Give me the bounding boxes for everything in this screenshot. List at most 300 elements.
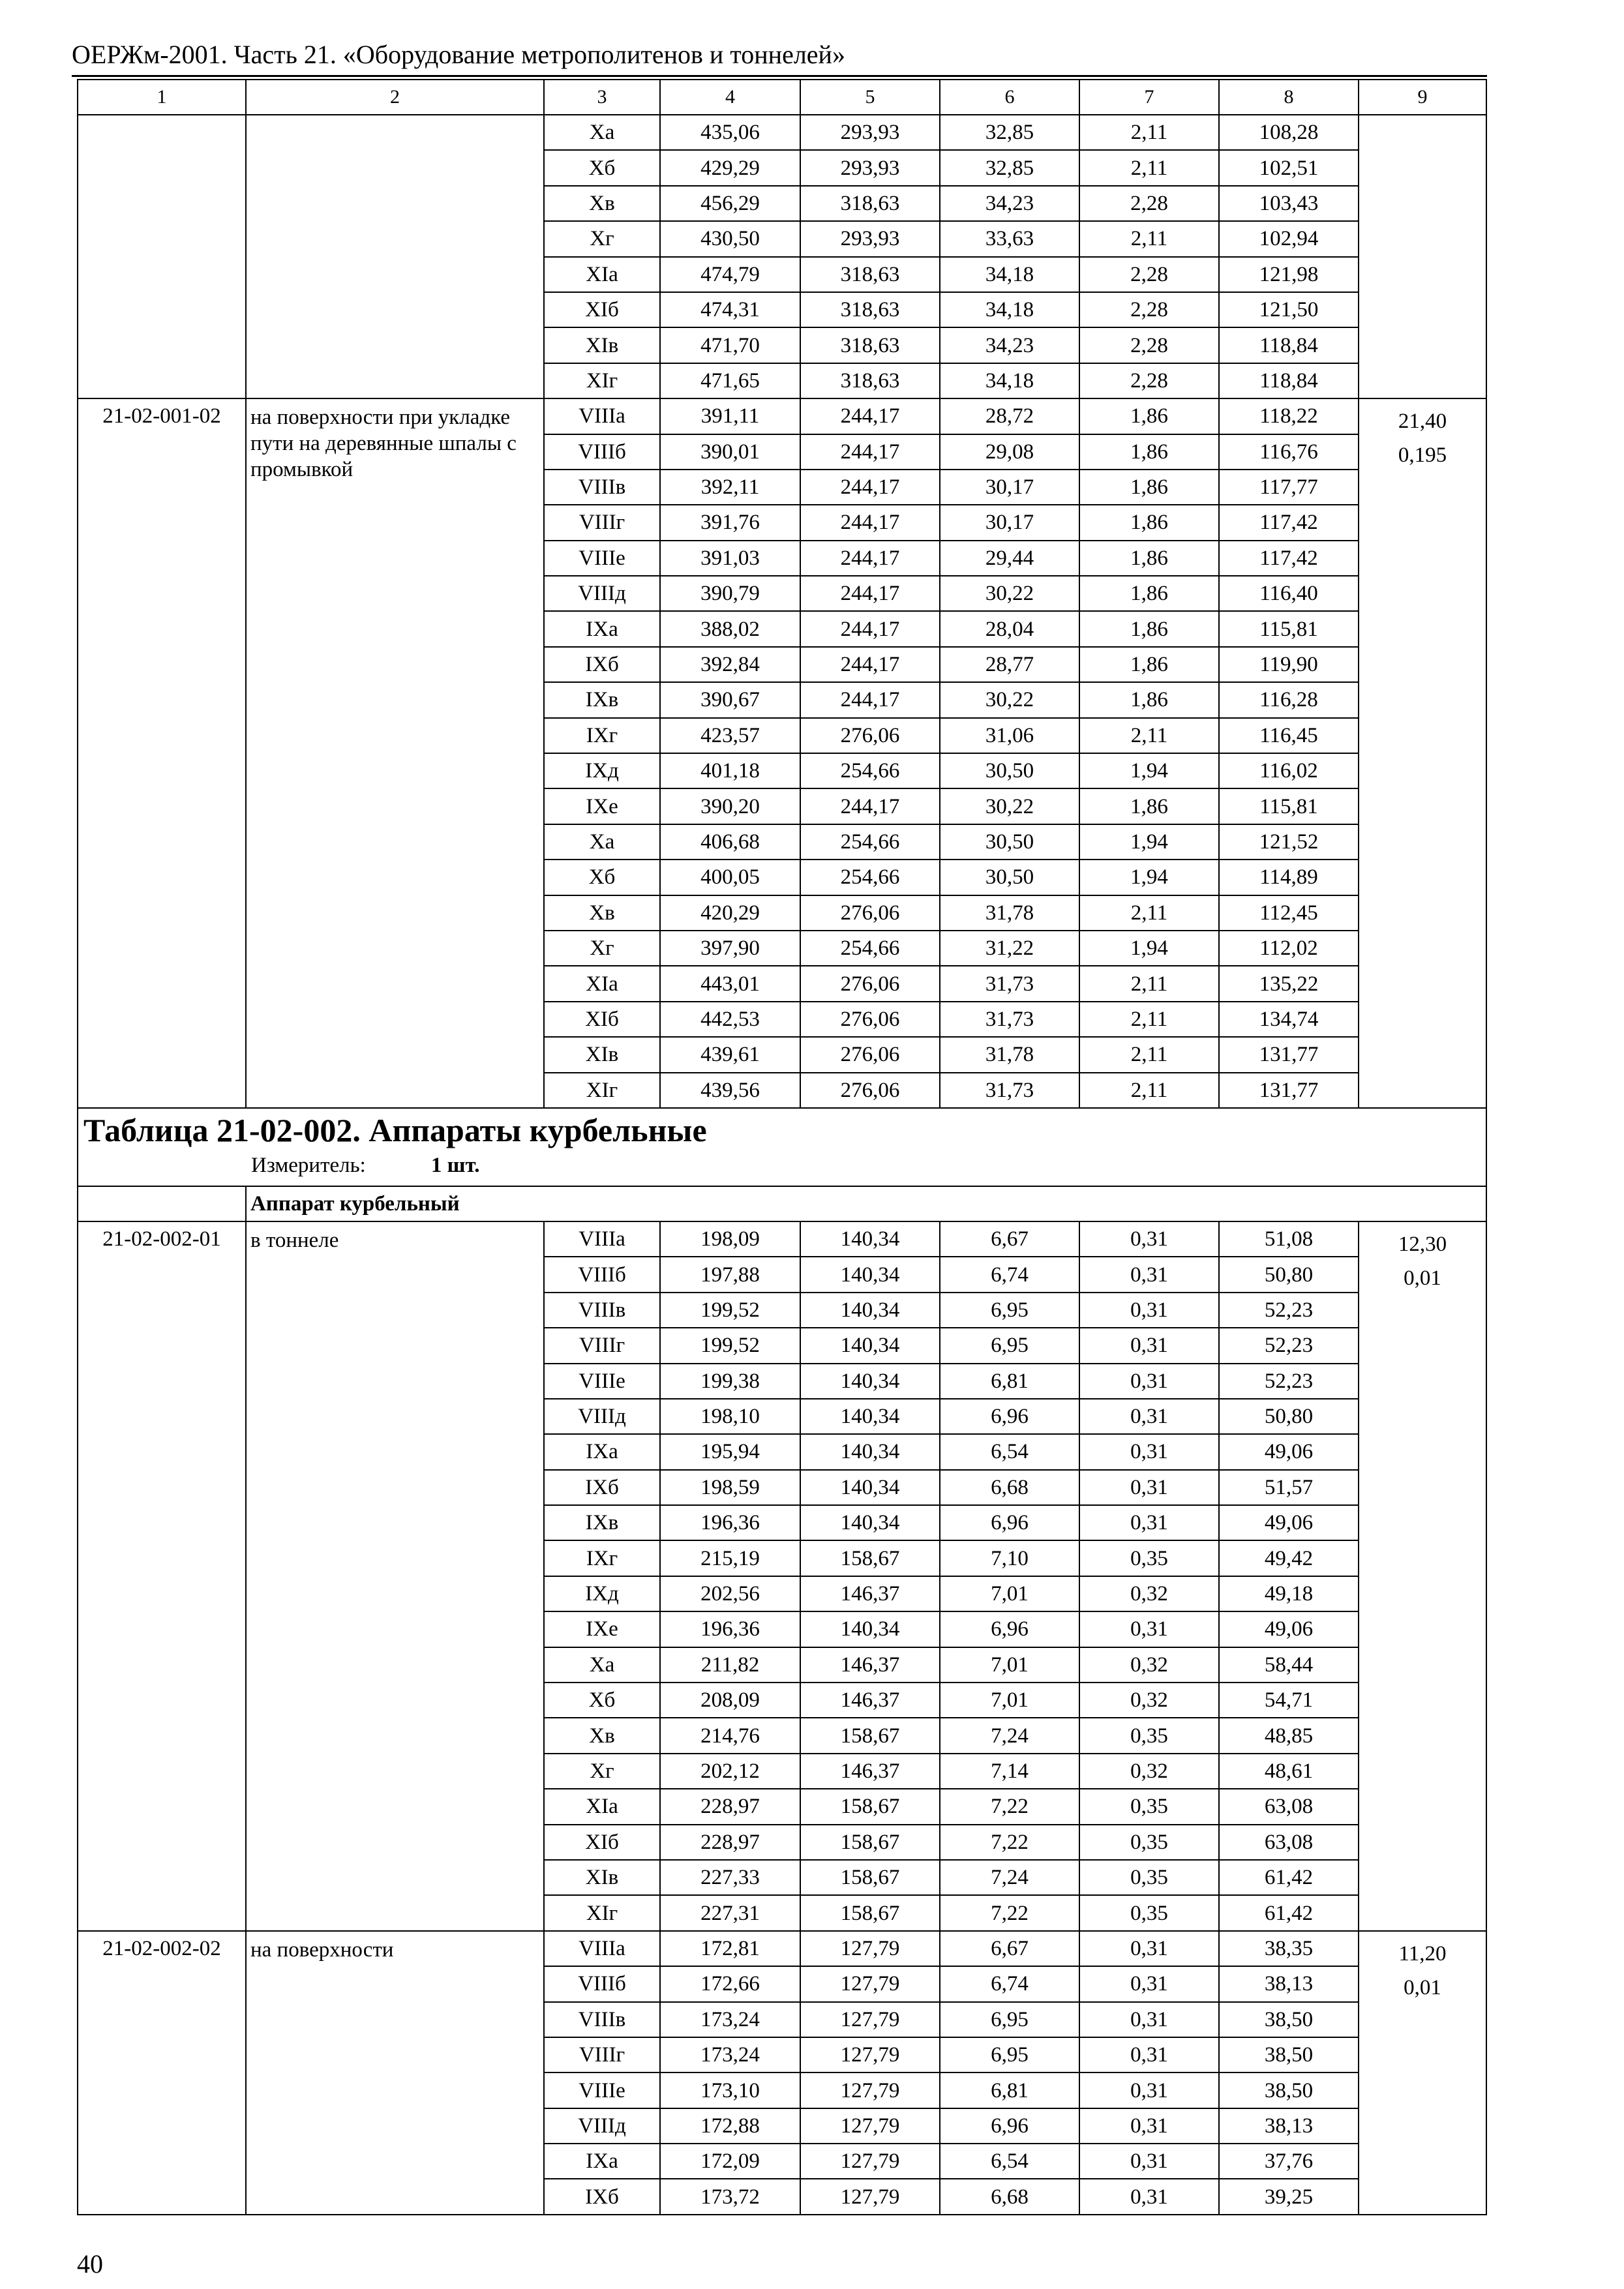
value-cell: 244,17	[800, 647, 940, 682]
value-cell: 7,01	[940, 1576, 1079, 1611]
value-cell: 2,11	[1079, 718, 1219, 753]
value-cell: 1,86	[1079, 611, 1219, 646]
zone-cell: Xб	[544, 860, 660, 895]
value-cell: 474,79	[660, 257, 800, 292]
value-cell: 140,34	[800, 1505, 940, 1540]
value-cell: 318,63	[800, 257, 940, 292]
value-cell: 390,20	[660, 788, 800, 824]
column-number: 6	[940, 80, 1079, 115]
value-cell: 102,51	[1219, 150, 1359, 185]
value-cell: 49,06	[1219, 1434, 1359, 1469]
value-cell: 158,67	[800, 1789, 940, 1824]
zone-cell: Xг	[544, 931, 660, 966]
value-cell: 0,32	[1079, 1754, 1219, 1789]
value-cell: 140,34	[800, 1221, 940, 1257]
value-cell: 198,10	[660, 1399, 800, 1434]
value-cell: 140,34	[800, 1293, 940, 1328]
value-cell: 158,67	[800, 1860, 940, 1895]
value-cell: 58,44	[1219, 1647, 1359, 1683]
extra-values	[1359, 115, 1486, 398]
column-number: 1	[78, 80, 246, 115]
value-cell: 293,93	[800, 115, 940, 150]
value-cell: 0,31	[1079, 1611, 1219, 1647]
value-cell: 391,11	[660, 398, 800, 434]
value-cell: 121,50	[1219, 292, 1359, 327]
value-cell: 31,78	[940, 895, 1079, 931]
value-cell: 1,86	[1079, 434, 1219, 470]
value-cell: 0,35	[1079, 1895, 1219, 1930]
value-cell: 215,19	[660, 1540, 800, 1576]
value-cell: 1,86	[1079, 541, 1219, 576]
zone-cell: XIa	[544, 257, 660, 292]
value-cell: 127,79	[800, 2037, 940, 2072]
zone-cell: Xг	[544, 221, 660, 256]
value-cell: 146,37	[800, 1576, 940, 1611]
value-cell: 121,98	[1219, 257, 1359, 292]
value-cell: 0,31	[1079, 1434, 1219, 1469]
value-cell: 31,06	[940, 718, 1079, 753]
value-cell: 420,29	[660, 895, 800, 931]
value-cell: 196,36	[660, 1505, 800, 1540]
rate-code: 21-02-002-02	[78, 1931, 246, 2215]
value-cell: 318,63	[800, 327, 940, 363]
value-cell: 121,52	[1219, 824, 1359, 860]
value-cell: 116,28	[1219, 682, 1359, 717]
value-cell: 134,74	[1219, 1002, 1359, 1037]
value-cell: 140,34	[800, 1434, 940, 1469]
value-cell: 48,85	[1219, 1718, 1359, 1753]
value-cell: 318,63	[800, 292, 940, 327]
value-cell: 32,85	[940, 150, 1079, 185]
value-cell: 439,56	[660, 1073, 800, 1108]
zone-cell: Xa	[544, 1647, 660, 1683]
value-cell: 7,10	[940, 1540, 1079, 1576]
value-cell: 202,56	[660, 1576, 800, 1611]
value-cell: 276,06	[800, 718, 940, 753]
value-cell: 38,35	[1219, 1931, 1359, 1966]
value-cell: 0,32	[1079, 1576, 1219, 1611]
value-cell: 227,33	[660, 1860, 800, 1895]
value-cell: 7,22	[940, 1825, 1079, 1860]
zone-cell: XIб	[544, 292, 660, 327]
value-cell: 112,45	[1219, 895, 1359, 931]
value-cell: 254,66	[800, 753, 940, 788]
value-cell: 1,86	[1079, 505, 1219, 540]
zone-cell: VIIIг	[544, 1328, 660, 1363]
zone-cell: Xб	[544, 150, 660, 185]
zone-cell: IXe	[544, 1611, 660, 1647]
table-section-header	[78, 1108, 1486, 1186]
header-rule	[72, 75, 1487, 77]
value-cell: 198,59	[660, 1470, 800, 1505]
value-cell: 254,66	[800, 860, 940, 895]
value-cell: 31,73	[940, 1073, 1079, 1108]
value-cell: 1,86	[1079, 398, 1219, 434]
value-cell: 196,36	[660, 1611, 800, 1647]
value-cell: 6,81	[940, 1364, 1079, 1399]
value-cell: 158,67	[800, 1825, 940, 1860]
value-cell: 31,73	[940, 966, 1079, 1001]
value-cell: 276,06	[800, 1037, 940, 1072]
value-cell: 52,23	[1219, 1293, 1359, 1328]
value-cell: 29,08	[940, 434, 1079, 470]
value-cell: 158,67	[800, 1540, 940, 1576]
meter-line	[251, 1150, 1486, 1180]
zone-cell: VIIIд	[544, 2108, 660, 2144]
zone-cell: IXe	[544, 788, 660, 824]
value-cell: 6,95	[940, 1293, 1079, 1328]
extra-value: 0,01	[1404, 1975, 1441, 1999]
value-cell: 127,79	[800, 1931, 940, 1966]
value-cell: 2,11	[1079, 221, 1219, 256]
value-cell: 211,82	[660, 1647, 800, 1683]
value-cell: 1,94	[1079, 931, 1219, 966]
zone-cell: XIв	[544, 327, 660, 363]
value-cell: 276,06	[800, 895, 940, 931]
value-cell: 0,31	[1079, 2144, 1219, 2179]
value-cell: 1,86	[1079, 647, 1219, 682]
column-number: 5	[800, 80, 940, 115]
value-cell: 202,12	[660, 1754, 800, 1789]
value-cell: 51,08	[1219, 1221, 1359, 1257]
value-cell: 30,22	[940, 576, 1079, 611]
value-cell: 1,94	[1079, 824, 1219, 860]
value-cell: 7,22	[940, 1895, 1079, 1930]
value-cell: 172,09	[660, 2144, 800, 2179]
extra-values	[1359, 398, 1486, 1108]
value-cell: 6,68	[940, 1470, 1079, 1505]
value-cell: 6,74	[940, 1257, 1079, 1292]
extra-values	[1359, 1931, 1486, 2215]
zone-cell: XIг	[544, 363, 660, 398]
value-cell: 50,80	[1219, 1257, 1359, 1292]
value-cell: 117,42	[1219, 505, 1359, 540]
value-cell: 31,73	[940, 1002, 1079, 1037]
value-cell: 6,54	[940, 2144, 1079, 2179]
extra-value: 12,30	[1398, 1232, 1447, 1256]
value-cell: 49,06	[1219, 1611, 1359, 1647]
value-cell: 2,28	[1079, 257, 1219, 292]
rate-code	[78, 115, 246, 398]
value-cell: 114,89	[1219, 860, 1359, 895]
value-cell: 1,86	[1079, 470, 1219, 505]
value-cell: 244,17	[800, 434, 940, 470]
zone-cell: VIIIв	[544, 470, 660, 505]
value-cell: 1,86	[1079, 682, 1219, 717]
value-cell: 28,72	[940, 398, 1079, 434]
column-number: 2	[246, 80, 544, 115]
zone-cell: VIIIд	[544, 1399, 660, 1434]
value-cell: 439,61	[660, 1037, 800, 1072]
value-cell: 38,50	[1219, 2037, 1359, 2072]
value-cell: 146,37	[800, 1754, 940, 1789]
value-cell: 140,34	[800, 1399, 940, 1434]
zone-cell: IXг	[544, 1540, 660, 1576]
value-cell: 214,76	[660, 1718, 800, 1753]
value-cell: 140,34	[800, 1364, 940, 1399]
rate-description: на поверхности	[246, 1931, 544, 2215]
value-cell: 116,40	[1219, 576, 1359, 611]
value-cell: 244,17	[800, 576, 940, 611]
value-cell: 0,31	[1079, 1293, 1219, 1328]
value-cell: 6,67	[940, 1221, 1079, 1257]
value-cell: 127,79	[800, 2144, 940, 2179]
zone-cell: VIIIa	[544, 398, 660, 434]
value-cell: 31,22	[940, 931, 1079, 966]
value-cell: 0,31	[1079, 1221, 1219, 1257]
value-cell: 6,54	[940, 1434, 1079, 1469]
value-cell: 0,35	[1079, 1789, 1219, 1824]
column-number-row	[78, 80, 1486, 115]
value-cell: 397,90	[660, 931, 800, 966]
value-cell: 38,50	[1219, 2002, 1359, 2037]
value-cell: 7,24	[940, 1860, 1079, 1895]
value-cell: 140,34	[800, 1611, 940, 1647]
zone-cell: IXб	[544, 1470, 660, 1505]
value-cell: 244,17	[800, 505, 940, 540]
value-cell: 244,17	[800, 541, 940, 576]
value-cell: 2,11	[1079, 150, 1219, 185]
section-cell	[78, 1108, 1486, 1186]
zone-cell: VIIIa	[544, 1931, 660, 1966]
value-cell: 49,18	[1219, 1576, 1359, 1611]
zone-cell: XIв	[544, 1037, 660, 1072]
table-row	[78, 398, 1486, 434]
value-cell: 276,06	[800, 1002, 940, 1037]
zone-cell: Xб	[544, 1683, 660, 1718]
value-cell: 6,95	[940, 2037, 1079, 2072]
value-cell: 39,25	[1219, 2179, 1359, 2214]
value-cell: 34,23	[940, 186, 1079, 221]
value-cell: 115,81	[1219, 611, 1359, 646]
value-cell: 6,96	[940, 1611, 1079, 1647]
value-cell: 127,79	[800, 2108, 940, 2144]
zone-cell: Xв	[544, 895, 660, 931]
value-cell: 199,52	[660, 1293, 800, 1328]
column-number: 9	[1359, 80, 1486, 115]
table-row	[78, 115, 1486, 150]
value-cell: 429,29	[660, 150, 800, 185]
zone-cell: XIб	[544, 1825, 660, 1860]
value-cell: 6,96	[940, 2108, 1079, 2144]
value-cell: 6,81	[940, 2072, 1079, 2108]
value-cell: 30,50	[940, 860, 1079, 895]
value-cell: 6,67	[940, 1931, 1079, 1966]
column-number: 3	[544, 80, 660, 115]
value-cell: 117,77	[1219, 470, 1359, 505]
value-cell: 30,17	[940, 470, 1079, 505]
value-cell: 391,03	[660, 541, 800, 576]
zone-cell: VIIIe	[544, 1364, 660, 1399]
value-cell: 244,17	[800, 470, 940, 505]
extra-value: 11,20	[1398, 1941, 1447, 1966]
zone-cell: Xa	[544, 115, 660, 150]
value-cell: 0,35	[1079, 1718, 1219, 1753]
value-cell: 34,18	[940, 363, 1079, 398]
zone-cell: VIIIб	[544, 434, 660, 470]
value-cell: 471,65	[660, 363, 800, 398]
value-cell: 146,37	[800, 1647, 940, 1683]
value-cell: 0,31	[1079, 2037, 1219, 2072]
value-cell: 158,67	[800, 1895, 940, 1930]
running-header: ОЕРЖм-2001. Часть 21. «Оборудование метрополитенов и тоннелей»	[72, 40, 845, 69]
value-cell: 1,94	[1079, 753, 1219, 788]
value-cell: 390,67	[660, 682, 800, 717]
value-cell: 140,34	[800, 1470, 940, 1505]
value-cell: 108,28	[1219, 115, 1359, 150]
zone-cell: XIг	[544, 1073, 660, 1108]
value-cell: 390,01	[660, 434, 800, 470]
extra-value: 0,01	[1404, 1266, 1441, 1290]
zone-cell: VIIIe	[544, 2072, 660, 2108]
value-cell: 31,78	[940, 1037, 1079, 1072]
value-cell: 6,95	[940, 2002, 1079, 2037]
value-cell: 32,85	[940, 115, 1079, 150]
rate-code: 21-02-001-02	[78, 398, 246, 1108]
value-cell: 37,76	[1219, 2144, 1359, 2179]
value-cell: 199,38	[660, 1364, 800, 1399]
value-cell: 49,42	[1219, 1540, 1359, 1576]
value-cell: 401,18	[660, 753, 800, 788]
value-cell: 293,93	[800, 221, 940, 256]
empty-cell	[78, 1186, 246, 1221]
zone-cell: VIIIд	[544, 576, 660, 611]
value-cell: 0,31	[1079, 1328, 1219, 1363]
subheading-row	[78, 1186, 1486, 1221]
estimate-table	[77, 79, 1487, 2215]
value-cell: 140,34	[800, 1257, 940, 1292]
value-cell: 0,31	[1079, 1364, 1219, 1399]
value-cell: 34,18	[940, 257, 1079, 292]
zone-cell: XIв	[544, 1860, 660, 1895]
value-cell: 0,31	[1079, 2072, 1219, 2108]
column-number: 4	[660, 80, 800, 115]
value-cell: 52,23	[1219, 1328, 1359, 1363]
value-cell: 172,88	[660, 2108, 800, 2144]
value-cell: 0,35	[1079, 1825, 1219, 1860]
value-cell: 6,74	[940, 1966, 1079, 2001]
value-cell: 0,32	[1079, 1683, 1219, 1718]
value-cell: 173,24	[660, 2037, 800, 2072]
zone-cell: XIг	[544, 1895, 660, 1930]
value-cell: 2,28	[1079, 363, 1219, 398]
value-cell: 7,01	[940, 1683, 1079, 1718]
value-cell: 254,66	[800, 931, 940, 966]
value-cell: 30,50	[940, 824, 1079, 860]
zone-cell: IXa	[544, 611, 660, 646]
value-cell: 52,23	[1219, 1364, 1359, 1399]
value-cell: 254,66	[800, 824, 940, 860]
value-cell: 28,77	[940, 647, 1079, 682]
value-cell: 146,37	[800, 1683, 940, 1718]
value-cell: 391,76	[660, 505, 800, 540]
value-cell: 115,81	[1219, 788, 1359, 824]
value-cell: 2,11	[1079, 966, 1219, 1001]
value-cell: 63,08	[1219, 1789, 1359, 1824]
value-cell: 1,86	[1079, 788, 1219, 824]
value-cell: 199,52	[660, 1328, 800, 1363]
value-cell: 172,81	[660, 1931, 800, 1966]
zone-cell: Xa	[544, 824, 660, 860]
zone-cell: IXв	[544, 682, 660, 717]
value-cell: 471,70	[660, 327, 800, 363]
value-cell: 131,77	[1219, 1037, 1359, 1072]
value-cell: 388,02	[660, 611, 800, 646]
value-cell: 50,80	[1219, 1399, 1359, 1434]
table-title: Таблица 21-02-002. Аппараты курбельные	[83, 1111, 707, 1148]
zone-cell: IXд	[544, 753, 660, 788]
zone-cell: VIIIa	[544, 1221, 660, 1257]
meter-label: Измеритель:	[251, 1153, 366, 1177]
rate-code: 21-02-002-01	[78, 1221, 246, 1931]
value-cell: 390,79	[660, 576, 800, 611]
value-cell: 103,43	[1219, 186, 1359, 221]
value-cell: 244,17	[800, 788, 940, 824]
value-cell: 0,31	[1079, 1399, 1219, 1434]
value-cell: 276,06	[800, 966, 940, 1001]
value-cell: 127,79	[800, 2179, 940, 2214]
value-cell: 392,84	[660, 647, 800, 682]
value-cell: 118,84	[1219, 363, 1359, 398]
value-cell: 197,88	[660, 1257, 800, 1292]
value-cell: 119,90	[1219, 647, 1359, 682]
value-cell: 435,06	[660, 115, 800, 150]
zone-cell: VIIIб	[544, 1966, 660, 2001]
value-cell: 0,35	[1079, 1860, 1219, 1895]
value-cell: 30,50	[940, 753, 1079, 788]
value-cell: 172,66	[660, 1966, 800, 2001]
value-cell: 173,72	[660, 2179, 800, 2214]
value-cell: 198,09	[660, 1221, 800, 1257]
value-cell: 0,31	[1079, 2002, 1219, 2037]
value-cell: 30,22	[940, 682, 1079, 717]
zone-cell: Xг	[544, 1754, 660, 1789]
value-cell: 0,31	[1079, 2108, 1219, 2144]
value-cell: 6,68	[940, 2179, 1079, 2214]
value-cell: 118,84	[1219, 327, 1359, 363]
value-cell: 2,28	[1079, 186, 1219, 221]
value-cell: 2,11	[1079, 895, 1219, 931]
value-cell: 33,63	[940, 221, 1079, 256]
value-cell: 131,77	[1219, 1073, 1359, 1108]
value-cell: 7,22	[940, 1789, 1079, 1824]
value-cell: 38,13	[1219, 1966, 1359, 2001]
value-cell: 116,45	[1219, 718, 1359, 753]
zone-cell: IXa	[544, 1434, 660, 1469]
page-number: 40	[77, 2249, 103, 2279]
zone-cell: XIa	[544, 966, 660, 1001]
value-cell: 228,97	[660, 1789, 800, 1824]
value-cell: 1,94	[1079, 860, 1219, 895]
zone-cell: IXб	[544, 2179, 660, 2214]
value-cell: 7,01	[940, 1647, 1079, 1683]
extra-values	[1359, 1221, 1486, 1931]
value-cell: 2,11	[1079, 1002, 1219, 1037]
value-cell: 2,28	[1079, 327, 1219, 363]
value-cell: 276,06	[800, 1073, 940, 1108]
value-cell: 63,08	[1219, 1825, 1359, 1860]
value-cell: 0,31	[1079, 1931, 1219, 1966]
value-cell: 195,94	[660, 1434, 800, 1469]
value-cell: 127,79	[800, 2002, 940, 2037]
zone-cell: XIб	[544, 1002, 660, 1037]
value-cell: 208,09	[660, 1683, 800, 1718]
value-cell: 1,86	[1079, 576, 1219, 611]
table-row	[78, 1221, 1486, 1257]
value-cell: 318,63	[800, 363, 940, 398]
value-cell: 0,31	[1079, 1470, 1219, 1505]
value-cell: 293,93	[800, 150, 940, 185]
